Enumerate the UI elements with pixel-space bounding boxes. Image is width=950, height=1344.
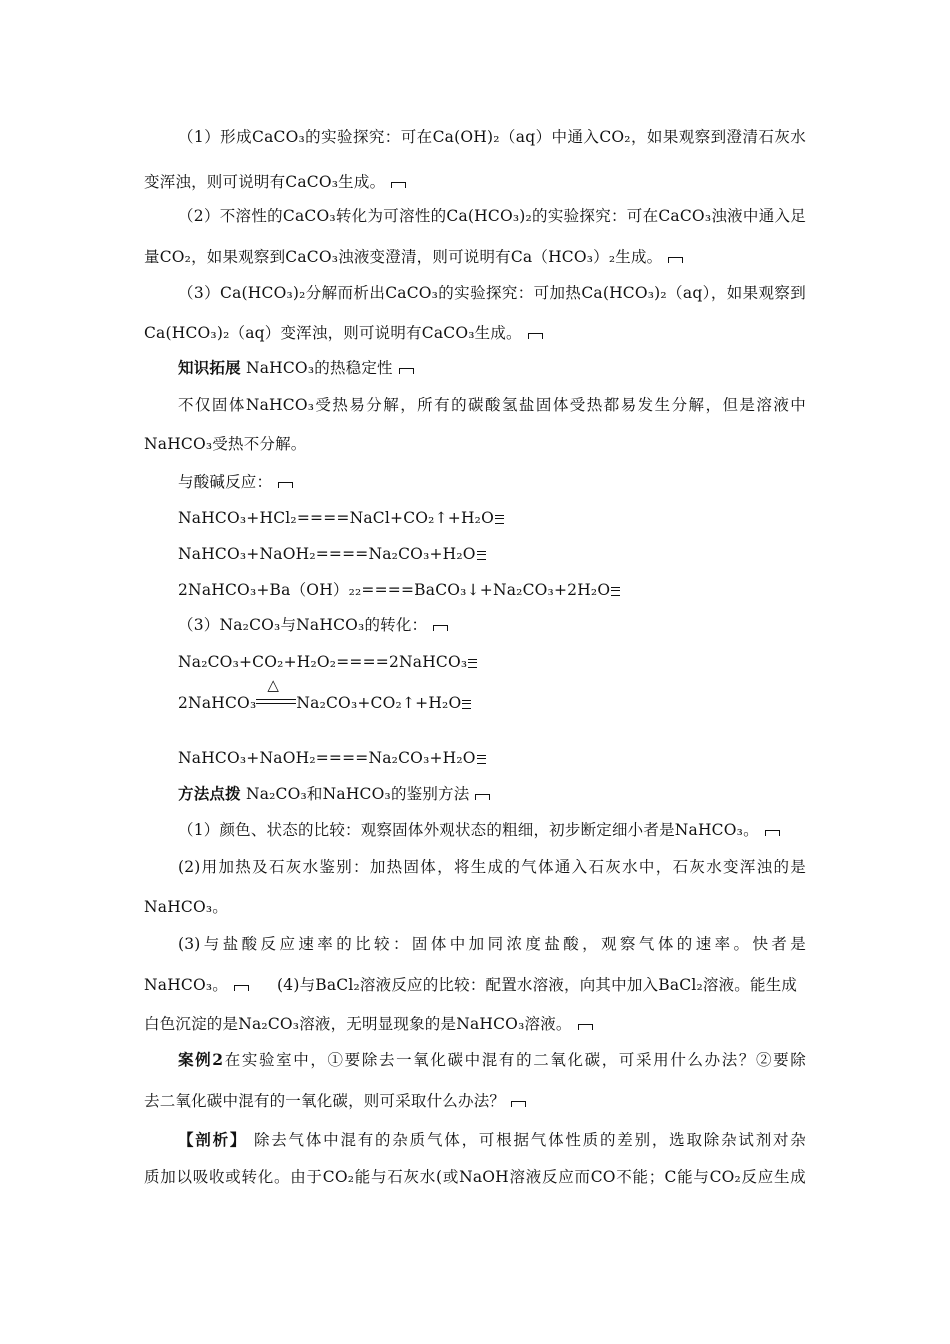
method-label: 方法点拨 — [178, 784, 241, 803]
analysis-line-1 — [178, 1129, 806, 1151]
paragraph-mark-icon — [234, 985, 249, 991]
paragraph-mark-icon — [528, 333, 543, 339]
equation-4-text: Na₂CO₃+CO₂+H₂O₂====2NaHCO₃ — [178, 653, 468, 671]
analysis-label: 【剖析】 — [178, 1130, 248, 1149]
knowledge-heading — [178, 357, 806, 379]
knowledge-topic: NaHCO₃的热稳定性 — [240, 359, 393, 377]
case-2-text: 在实验室中，①要除去一氧化碳中混有的二氧化碳，可采用什么办法？②要除 — [223, 1051, 806, 1069]
equation-5-right: Na₂CO₃+CO₂↑+H₂O — [296, 694, 462, 712]
heat-condition — [256, 676, 296, 714]
paragraph-1-line-2 — [144, 171, 806, 193]
paragraph-mark-icon — [399, 368, 414, 374]
paragraph-mark-icon — [578, 1024, 593, 1030]
knowledge-label: 知识拓展 — [178, 358, 241, 377]
paragraph-mark-icon — [475, 794, 490, 800]
paragraph-mark-icon — [391, 182, 406, 188]
equation-6 — [178, 747, 806, 769]
equation-mark-icon — [462, 700, 471, 709]
equation-3 — [178, 579, 806, 601]
equation-mark-icon — [495, 515, 504, 524]
method-2-line-1: (2)用加热及石灰水鉴别：加热固体，将生成的气体通入石灰水中，石灰水变浑浊的是 — [178, 858, 806, 876]
method-3-end: NaHCO₃。 — [144, 976, 229, 994]
equation-2 — [178, 543, 806, 565]
equation-1-text: NaHCO₃+HCl₂====NaCl+CO₂↑+H₂O — [178, 509, 494, 527]
equals-bar-top — [256, 699, 296, 700]
acid-base-heading — [178, 471, 806, 493]
case-2-label: 案例2 — [178, 1050, 224, 1069]
method-4-text: 白色沉淀的是Na₂CO₃溶液，无明显现象的是NaHCO₃溶液。 — [144, 1015, 572, 1033]
equation-5-left: 2NaHCO₃ — [178, 694, 257, 712]
paragraph-4-line-1: 不仅固体NaHCO₃受热易分解，所有的碳酸氢盐固体受热都易发生分解，但是溶液中 — [178, 396, 806, 414]
method-3-line-2 — [144, 974, 806, 996]
conversion-heading — [178, 614, 806, 636]
method-1-text: （1）颜色、状态的比较：观察固体外观状态的粗细，初步断定细小者是NaHCO₃。 — [178, 821, 759, 839]
method-heading — [178, 783, 806, 805]
conversion-text: （3）Na₂CO₃与NaHCO₃的转化： — [178, 616, 428, 634]
equation-mark-icon — [477, 551, 486, 560]
analysis-line-2: 质加以吸收或转化。由于CO₂能与石灰水(或NaOH溶液反应而CO不能；C能与CO₂反应生成 — [144, 1168, 806, 1186]
method-1 — [178, 819, 806, 841]
paragraph-mark-icon — [278, 482, 293, 488]
paragraph-3-line-2 — [144, 322, 806, 344]
analysis-text: 除去气体中混有的杂质气体，可根据气体性质的差别，选取除杂试剂对杂 — [247, 1131, 806, 1149]
paragraph-1-line-1: （1）形成CaCO₃的实验探究：可在Ca(OH)₂（aq）中通入CO₂，如果观察到澄清石灰水 — [178, 128, 806, 146]
equation-mark-icon — [468, 659, 477, 668]
case-2-line-1 — [178, 1049, 806, 1071]
equation-6-text: NaHCO₃+NaOH₂====Na₂CO₃+H₂O — [178, 749, 476, 767]
paragraph-2-text: 量CO₂，如果观察到CaCO₃浊液变澄清，则可说明有Ca（HCO₃）₂生成。 — [144, 248, 663, 266]
equation-1 — [178, 507, 806, 529]
method-topic: Na₂CO₃和NaHCO₃的鉴别方法 — [240, 785, 470, 803]
case-2-text-2: 去二氧化碳中混有的一氧化碳，则可采取什么办法？ — [144, 1092, 506, 1110]
case-2-line-2 — [144, 1090, 806, 1112]
acid-base-text: 与酸碱反应： — [178, 473, 273, 491]
paragraph-3-text: Ca(HCO₃)₂（aq）变浑浊，则可说明有CaCO₃生成。 — [144, 324, 522, 342]
paragraph-3-line-1: （3）Ca(HCO₃)₂分解而析出CaCO₃的实验探究：可加热Ca(HCO₃)₂（aq），如果观察到 — [178, 284, 806, 302]
method-4-line-2 — [144, 1013, 806, 1035]
paragraph-mark-icon — [511, 1101, 526, 1107]
method-2-line-2: NaHCO₃。 — [144, 898, 229, 916]
equation-mark-icon — [477, 755, 486, 764]
equation-3-text: 2NaHCO₃+Ba（OH）₂₂====BaCO₃↓+Na₂CO₃+2H₂O — [178, 581, 611, 599]
paragraph-1-text: 变浑浊，则可说明有CaCO₃生成。 — [144, 173, 386, 191]
equation-5 — [178, 676, 806, 714]
paragraph-mark-icon — [433, 625, 448, 631]
equation-4 — [178, 651, 806, 673]
paragraph-4-line-2: NaHCO₃受热不分解。 — [144, 435, 307, 453]
equation-2-text: NaHCO₃+NaOH₂====Na₂CO₃+H₂O — [178, 545, 476, 563]
method-4-start: (4)与BaCl₂溶液反应的比较：配置水溶液，向其中加入BaCl₂溶液。能生成 — [277, 976, 798, 994]
heat-triangle-icon: △ — [267, 676, 280, 694]
paragraph-2-line-2 — [144, 246, 806, 268]
paragraph-mark-icon — [765, 830, 780, 836]
equals-bar-bottom — [256, 703, 296, 704]
method-3-line-1: (3)与盐酸反应速率的比较：固体中加同浓度盐酸，观察气体的速率。快者是 — [178, 935, 806, 953]
paragraph-mark-icon — [668, 257, 683, 263]
paragraph-2-line-1: （2）不溶性的CaCO₃转化为可溶性的Ca(HCO₃)₂的实验探究：可在CaCO₃浊液中通入足 — [178, 207, 806, 225]
equation-mark-icon — [611, 587, 620, 596]
